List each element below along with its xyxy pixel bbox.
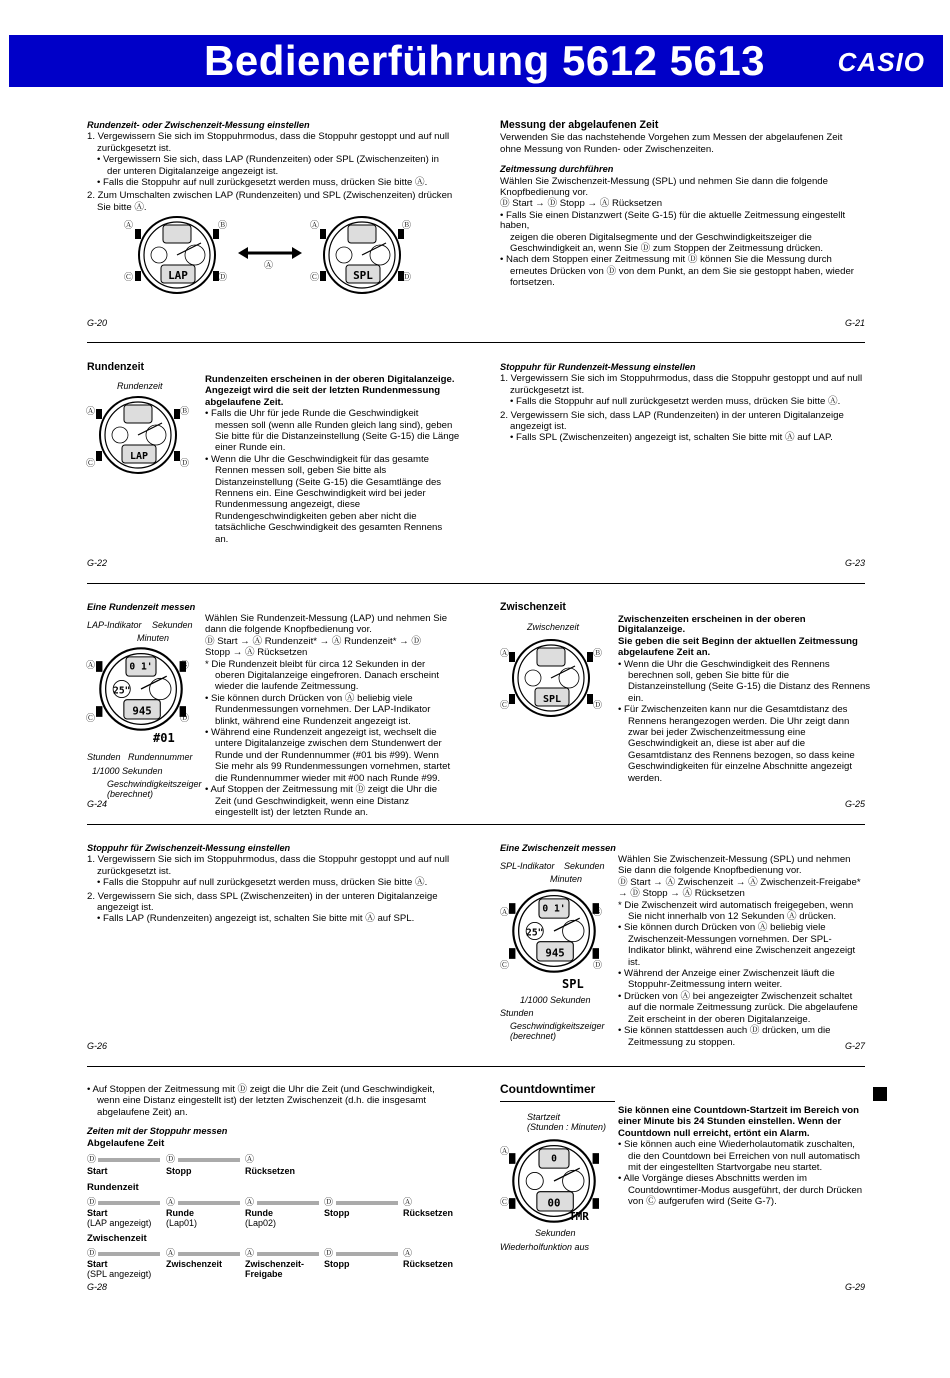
header-banner [9, 35, 943, 87]
flow-key: Ⓓ [324, 1197, 334, 1207]
g22-line: Sie bitte für die Distanzeinstellung (Seite G-15) die Länge [215, 431, 460, 443]
page-number: G-20 [87, 318, 108, 328]
hours-label: Stunden [87, 752, 121, 762]
g21-line: • Falls Sie einen Distanzwert (Seite G-15) für die aktuelle Zeitmessung eingestellt haben, [500, 209, 846, 232]
button-d-label: Ⓓ [218, 272, 228, 282]
g25-line: zwar bei jeder Zwischenzeitmessung eine [628, 727, 806, 739]
watch-display-mid: 00 [547, 1196, 561, 1210]
flow-key: Ⓓ [166, 1154, 176, 1164]
button-c-label: Ⓒ [310, 272, 320, 282]
g20-line: Sie bitte Ⓐ. [97, 201, 147, 213]
g27-line: Indikator blinkt, während eine Zwischenzeit angezeigt [628, 945, 856, 957]
g21-line: Verwenden Sie das nachstehende Vorgehen zum Messen der abgelaufenen Zeit [500, 132, 843, 144]
page-divider [87, 824, 865, 825]
button-b-label: Ⓑ [402, 220, 412, 230]
g25-line: • Wenn die Uhr die Geschwindigkeit des Rennens [618, 658, 830, 670]
speed-hand-label-calc: (berechnet) [107, 789, 154, 799]
flow-key: Ⓐ [403, 1248, 413, 1258]
g27-line: auf die normale Zeitmessung zurück. Die abgelaufene [628, 1002, 858, 1014]
g22-line: Rundenmessung angezeigt, diese [215, 499, 361, 511]
arrow-button-label: Ⓐ [264, 260, 274, 270]
flow-key: Ⓓ [324, 1248, 334, 1258]
g29-line: mit der eingestellten Startvorgabe neu startet. [628, 1162, 823, 1174]
flow-key: Ⓓ [87, 1154, 97, 1164]
flow-key: Ⓐ [403, 1197, 413, 1207]
g28-line: wenn eine Distanz eingestellt ist) der letzten Zwischenzeit (d.h. die insgesamt [97, 1095, 427, 1107]
button-d-label: Ⓓ [402, 272, 412, 282]
g25-line: Gesamtdistanz des Rennens bezogen, so dass keine [628, 749, 855, 761]
g25-line: • Für Zwischenzeiten kann nur die Gesamtdistanz des [618, 704, 848, 716]
g26-line: • Falls die Stoppuhr auf null zurückgesetzt werden muss, drücken Sie bitte Ⓐ. [97, 877, 428, 889]
g24-line: Zeit (und Geschwindigkeit, wenn eine Distanz [215, 795, 410, 807]
flow-step: Rücksetzen [245, 1166, 296, 1176]
g24-line: Sie mehr als 99 Rundenmessungen vornehmen, startet [215, 761, 451, 773]
repeat-off-label: Wiederholfunktion aus [500, 1242, 589, 1252]
g21-heading: Messung der abgelaufenen Zeit [500, 119, 659, 131]
g27-line: • Sie können stattdessen auch Ⓓ drücken, um die [618, 1025, 831, 1037]
g24-line: die Rundennummer wieder mit #00 nach Runde #99. [215, 772, 441, 784]
g21-line: • Nach dem Stoppen einer Zeitmessung mit Ⓓ können Sie die Messung durch [500, 254, 832, 266]
casio-logo: CASIO [837, 47, 925, 77]
g22-line: tatsächliche Geschwindigkeit des gesamten Rennens [215, 522, 443, 534]
page-divider [87, 583, 865, 584]
button-b-label: Ⓑ [218, 220, 228, 230]
button-d-label: Ⓓ [593, 700, 603, 710]
speed-hand-label: Geschwindigkeitszeiger [107, 779, 202, 789]
g24-line: • Während eine Rundenzeit angezeigt ist, wechselt die [205, 727, 437, 739]
g28-line: abgelaufene Zeit) an. [97, 1106, 188, 1118]
spl-indicator-label: SPL-Indikator [500, 861, 555, 871]
g24-line: oberen Digitalanzeige eingefroren. Danach erscheint [215, 670, 439, 682]
flow-arrow [98, 1158, 160, 1162]
flow-step: Stopp [166, 1166, 192, 1176]
flow-arrow [257, 1201, 319, 1205]
flow-step: Stopp [324, 1259, 350, 1269]
g29-line: von Ⓒ aufgerufen wird (Seite G-7). [628, 1196, 777, 1208]
g28-subheading: Zeiten mit der Stoppuhr messen [87, 1126, 228, 1137]
watch-display-bot: 945 [132, 704, 152, 718]
button-b-label: Ⓑ [180, 660, 190, 670]
g20-line: • Vergewissern Sie sich, dass LAP (Rundenzeiten) oder SPL (Zwischenzeiten) in [97, 154, 439, 166]
button-a-label: Ⓐ [500, 648, 510, 658]
g24-line: wieder die laufende Zeitmessung. [215, 681, 359, 693]
zwischenzeit-label: Zwischenzeit [527, 622, 580, 632]
flow-step: Stopp [324, 1208, 350, 1218]
button-a-label: Ⓐ [310, 220, 320, 230]
g21-line: fortsetzen. [510, 277, 555, 289]
watch-display-bot: 945 [545, 946, 565, 960]
g22-line: Angezeigt wird die seit der letzten Rundenmessung [205, 385, 441, 397]
g25-line: Distanzeinstellung (Seite G-15) die Distanz des Rennens [628, 681, 871, 693]
g23-line: 1. Vergewissern Sie sich im Stoppuhrmodus, dass die Stoppuhr gestoppt und auf null [500, 373, 863, 385]
g21-line: Knopfbedienung vor. [500, 187, 589, 199]
minutes-label: Minuten [550, 874, 583, 884]
g24-line: Rundenmessungen vornehmen. Der LAP-Indikator [215, 704, 431, 716]
watch-illustration-lap-g22 [96, 393, 180, 477]
g22-line: • Wenn die Uhr die Geschwindigkeit für das gesamte [205, 453, 429, 465]
g21-subheading: Zeitmessung durchführen [500, 164, 614, 175]
g29-line: Sie können eine Countdown-Startzeit im Bereich von [618, 1105, 859, 1116]
g20-heading: Rundenzeit- oder Zwischenzeit-Messung einstellen [87, 120, 310, 130]
button-d-label: Ⓓ [180, 713, 190, 723]
flow-note: (Lap01) [166, 1218, 198, 1228]
g27-line: • Drücken von Ⓐ bei angezeigter Zwischenzeit schaltet [618, 990, 853, 1002]
section-g24-heading [87, 602, 207, 614]
section-g20 [87, 120, 457, 214]
g20-line: zurückgesetzt ist. [97, 142, 172, 154]
section-g22 [205, 375, 460, 546]
g25-line: werden. [628, 772, 663, 784]
button-c-label: Ⓒ [500, 700, 510, 710]
flow-key: Ⓐ [245, 1154, 255, 1164]
lap-number-display: #01 [153, 731, 175, 745]
section-marker [873, 1087, 887, 1101]
page-number: G-24 [87, 799, 108, 809]
watch-display-top: 0 1' [542, 903, 566, 915]
lap-indicator-label: LAP-Indikator [87, 620, 142, 630]
g27-line: • Sie können durch Drücken von Ⓐ beliebig viele [618, 922, 826, 934]
section-g23 [500, 362, 870, 445]
g25-line: Rennens herangezogen werden. Die Uhr zeigt dann [628, 715, 850, 727]
g29-line: • Sie können auch eine Wiederholautomatik zuschalten, [618, 1139, 855, 1151]
flow-arrow [178, 1201, 240, 1205]
g27-line: Wählen Sie Zwischenzeit-Messung (SPL) und nehmen [618, 854, 851, 865]
page-divider [87, 342, 865, 343]
watch-display-lap: LAP [129, 451, 149, 462]
button-a-label: Ⓐ [500, 1146, 510, 1156]
watch-illustration-spl-g25 [509, 636, 593, 720]
watch-display-mid: 25" [526, 927, 544, 939]
g20-line: der unteren Digitalanzeige angezeigt ist. [107, 165, 279, 177]
page-number: G-29 [845, 1282, 866, 1292]
g20-line: 2. Zum Umschalten zwischen LAP (Rundenzeiten) und SPL (Zwischenzeiten) drücken [87, 190, 453, 202]
g29-line: Countdown null erreicht, ertönt ein Alarm. [618, 1127, 810, 1139]
g24-line: dann die folgende Knopfbedienung vor. [205, 624, 372, 636]
section-g26 [87, 843, 457, 926]
g26-heading: Stoppuhr für Zwischenzeit-Messung einstellen [87, 843, 291, 853]
watch-illustration-spl [320, 213, 404, 297]
flow-step: Runde [245, 1208, 273, 1218]
g24-line: blinkt, während eine Rundenzeit angezeigt ist. [215, 715, 411, 727]
section-g21 [500, 120, 870, 290]
spl-display: SPL [562, 977, 584, 991]
section-g25 [618, 615, 873, 785]
flow-note: Freigabe [245, 1269, 283, 1279]
g25-line: ein. [628, 692, 644, 704]
g23-line: • Falls SPL (Zwischenzeiten) angezeigt ist, schalten Sie bitte mit Ⓐ auf LAP. [510, 432, 833, 444]
button-c-label: Ⓒ [500, 1197, 510, 1207]
g28-line: • Auf Stoppen der Zeitmessung mit Ⓓ zeigt die Uhr die Zeit (und Geschwindigkeit, [87, 1084, 435, 1095]
g24-line: • Sie können durch Drücken von Ⓐ beliebig viele [205, 692, 413, 704]
flow-arrow [336, 1201, 398, 1205]
flow-step: Rücksetzen [403, 1259, 454, 1269]
watch-display-top: 0 1' [129, 661, 153, 673]
g22-line: • Falls die Uhr für jede Runde die Geschwindigkeit [205, 408, 419, 420]
button-d-label: Ⓓ [180, 458, 190, 468]
g20-line: 1. Vergewissern Sie sich im Stoppuhrmodus, dass die Stoppuhr gestoppt und auf null [87, 131, 450, 143]
g24-line: Runde und der Rundennummer (#01 bis #99). Wenn [215, 749, 439, 761]
g26-line: 2. Vergewissern Sie sich, dass SPL (Zwischenzeiten) in der unteren Digitalanzeige [87, 890, 438, 902]
g24-line: untere Digitalanzeige zwischen dem Stundenwert der [215, 738, 442, 750]
button-c-label: Ⓒ [86, 458, 96, 468]
g25-line: Geschwindigkeiten für einzelne Abschnitte angezeigt [628, 761, 852, 773]
g27-line: Zwischenzeit-Messungen vornehmen. Der SPL- [628, 933, 832, 945]
flow-arrow [98, 1201, 160, 1205]
watch-display-lap: LAP [168, 269, 188, 282]
flow-title: Rundenzeit [87, 1182, 139, 1193]
page-number: G-21 [845, 318, 866, 328]
g22-line: einer Runde ein. [215, 442, 286, 454]
page-number: G-23 [845, 558, 866, 568]
button-c-label: Ⓒ [124, 272, 134, 282]
flow-key: Ⓐ [245, 1197, 255, 1207]
hours-label: Stunden [500, 1008, 534, 1018]
g26-line: angezeigt ist. [97, 902, 154, 914]
flow-arrow [98, 1252, 160, 1256]
g23-line: 2. Vergewissern Sie sich, dass LAP (Rundenzeiten) in der unteren Digitalanzeige [500, 409, 844, 421]
g24-line: * Die Rundenzeit bleibt für circa 12 Sekunden in der [205, 658, 426, 670]
button-b-label: Ⓑ [180, 406, 190, 416]
start-time-label: Startzeit [527, 1112, 561, 1122]
flow-step: Start [87, 1259, 108, 1269]
page-number: G-22 [87, 558, 108, 568]
g23-heading: Stoppuhr für Rundenzeit-Messung einstellen [500, 362, 696, 372]
g24-heading: Eine Rundenzeit messen [87, 602, 196, 612]
seconds-label: Sekunden [564, 861, 605, 871]
g22-line: abgelaufene Zeit. [205, 396, 284, 408]
g27-line: Sie dann die folgende Knopfbedienung vor. [618, 865, 802, 877]
speed-hand-label: Geschwindigkeitszeiger [510, 1021, 605, 1031]
button-c-label: Ⓒ [500, 960, 510, 970]
section-g22-heading [87, 362, 207, 375]
flow-arrow [336, 1252, 398, 1256]
g25-line: Geschwindigkeit an, diese ist aber auf die [628, 738, 806, 750]
thousandth-seconds-label: 1/1000 Sekunden [92, 766, 163, 776]
page-number: G-25 [845, 799, 866, 809]
seconds-label: Sekunden [535, 1228, 576, 1238]
watch-display-spl: SPL [542, 694, 562, 705]
seconds-label: Sekunden [152, 620, 193, 630]
g27-line: ist. [628, 956, 641, 968]
flow-step: Start [87, 1166, 108, 1176]
g27-line: Sie nicht innerhalb von 12 Sekunden Ⓐ drücken. [628, 911, 836, 923]
g23-line: zurückgesetzt ist. [510, 384, 585, 396]
flow-key: Ⓐ [166, 1197, 176, 1207]
flow-step: Start [87, 1208, 108, 1218]
section-g27 [618, 855, 873, 1049]
watch-display-top: 0 [551, 1153, 557, 1165]
tmr-display: TMR [569, 1210, 589, 1223]
g26-line: • Falls LAP (Rundenzeiten) angezeigt ist, schalten Sie bitte mit Ⓐ auf SPL. [97, 913, 415, 925]
button-c-label: Ⓒ [86, 713, 96, 723]
flow-note: (LAP angezeigt) [87, 1218, 152, 1228]
watch-illustration-lap-g24 [96, 644, 186, 734]
g21-line: Wählen Sie Zwischenzeit-Messung (SPL) und nehmen Sie dann die folgende [500, 175, 828, 187]
button-a-label: Ⓐ [500, 907, 510, 917]
g25-line: Zwischenzeiten erscheinen in der oberen Digitalanzeige. [618, 614, 806, 636]
g27-heading: Eine Zwischenzeit messen [500, 843, 616, 853]
g26-line: 1. Vergewissern Sie sich im Stoppuhrmodus, dass die Stoppuhr gestoppt und auf null [87, 854, 450, 866]
g27-line: * Die Zwischenzeit wird automatisch freigegeben, wenn [618, 899, 854, 911]
g21-line: erneutes Drücken von Ⓓ von dem Punkt, an dem Sie sie gestoppt haben, wieder [510, 265, 854, 277]
g29-line: Countdowntimer-Modus ausgeführt, der durch Drücken [628, 1184, 863, 1196]
flow-title: Abgelaufene Zeit [87, 1138, 165, 1149]
g29-heading: Countdowntimer [500, 1082, 596, 1096]
page-divider [87, 1066, 865, 1067]
g27-line: Zeitmessung zu stoppen. [628, 1036, 736, 1048]
button-a-label: Ⓐ [86, 406, 96, 416]
g24-line: Stopp → Ⓐ Rücksetzen [205, 647, 308, 659]
watch-display-spl: SPL [353, 269, 373, 282]
g22-line: Rundenzeiten erscheinen in der oberen Digitalanzeige. [205, 374, 455, 385]
flow-step: Zwischenzeit- [245, 1259, 305, 1269]
button-b-label: Ⓑ [593, 907, 603, 917]
page-number: G-26 [87, 1041, 108, 1051]
g22-heading: Rundenzeit [87, 361, 145, 373]
button-d-label: Ⓓ [593, 960, 603, 970]
g27-line: Stoppuhr-Zeitmessung intern weiter. [628, 979, 783, 991]
button-b-label: Ⓑ [593, 648, 603, 658]
flow-arrow [178, 1158, 240, 1162]
g22-line: Distanzeinstellung (Seite G-15) die Gesamtlänge des [215, 476, 442, 488]
flow-key: Ⓓ [87, 1248, 97, 1258]
g22-line: Rundengeschwindigkeiten geben aber nicht die [215, 510, 417, 522]
button-a-label: Ⓐ [86, 660, 96, 670]
g29-line: • Alle Vorgänge dieses Abschnitts werden im [618, 1173, 807, 1185]
section-g29-heading [500, 1084, 640, 1097]
flow-key: Ⓐ [166, 1248, 176, 1258]
section-g29 [618, 1106, 873, 1209]
rundenzeit-label: Rundenzeit [117, 381, 163, 391]
g20-line: • Falls die Stoppuhr auf null zurückgesetzt werden muss, drücken Sie bitte Ⓐ. [97, 177, 428, 189]
speed-hand-label-calc: (berechnet) [510, 1031, 557, 1041]
section-g24 [205, 614, 460, 819]
watch-illustration-lap [135, 213, 219, 297]
g21-line: ohne Messung von Runden- oder Zwischenzeiten. [500, 143, 714, 155]
g27-line: Zeit erscheint in der oberen Digitalanzeige. [628, 1013, 811, 1025]
g22-line: an. [215, 533, 229, 545]
section-g28 [87, 1085, 467, 1139]
g24-line: eingestellt ist) der letzten Runde an. [215, 806, 369, 818]
g24-line: Wählen Sie Rundenzeit-Messung (LAP) und nehmen Sie [205, 613, 448, 624]
page-number: G-28 [87, 1282, 108, 1292]
lap-number-label: Rundennummer [128, 752, 193, 762]
g25-line: abgelaufene Zeit an. [618, 647, 711, 659]
g29-line: einer Minute bis 24 Stunden einstellen. Wenn der [618, 1116, 842, 1128]
flow-arrow [257, 1252, 319, 1256]
button-a-label: Ⓐ [124, 220, 134, 230]
g29-line: die den Countdown bei Erreichen von null automatisch [628, 1150, 860, 1162]
flow-key: Ⓓ [87, 1197, 97, 1207]
g27-line: • Während der Anzeige einer Zwischenzeit läuft die [618, 968, 835, 980]
g26-line: zurückgesetzt ist. [97, 865, 172, 877]
g22-line: messen soll (wenn alle Runden gleich lang sind), geben [215, 419, 453, 431]
page-title: Bedienerführung 5612 5613 [204, 37, 766, 84]
section-g25-heading [500, 602, 620, 615]
g22-line: Rennens ein. Eine Geschwindigkeit wird bei jeder [215, 488, 426, 500]
g25-line: Sie geben die seit Beginn der aktuellen Zeitmessung [618, 635, 858, 647]
watch-display-mid: 25" [113, 685, 131, 697]
flow-arrow [178, 1252, 240, 1256]
g21-line: Ⓓ Start → Ⓓ Stopp → Ⓐ Rücksetzen [500, 198, 663, 210]
g22-line: Rennen messen soll, geben Sie bitte als [215, 465, 387, 477]
g24-line: Ⓓ Start → Ⓐ Rundenzeit* → Ⓐ Rundenzeit* → Ⓓ [205, 635, 421, 647]
thousandth-seconds-label: 1/1000 Sekunden [520, 995, 591, 1005]
g23-line: • Falls die Stoppuhr auf null zurückgesetzt werden muss, drücken Sie bitte Ⓐ. [510, 396, 841, 408]
g24-line: • Auf Stoppen der Zeitmessung mit Ⓓ zeigt die Uhr die [205, 784, 438, 796]
flow-note: (SPL angezeigt) [87, 1269, 152, 1279]
page-number: G-27 [845, 1041, 866, 1051]
g27-line: Ⓓ Start → Ⓐ Zwischenzeit → Ⓐ Zwischenzeit-Freigabe* [618, 876, 861, 888]
minutes-label: Minuten [137, 633, 170, 643]
g23-line: angezeigt ist. [510, 421, 567, 433]
start-time-unit-label: (Stunden : Minuten) [527, 1122, 607, 1132]
flow-title: Zwischenzeit [87, 1233, 147, 1244]
g27-line: → Ⓓ Stopp → Ⓐ Rücksetzen [618, 888, 745, 900]
g21-line: Geschwindigkeit an, wenn Sie Ⓓ zum Stoppen der Zeitmessung drücken. [510, 243, 824, 255]
g21-line: zeigen die oberen Digitalsegmente und der Geschwindigkeitszeiger die [510, 231, 812, 243]
flow-step: Zwischenzeit [166, 1259, 223, 1269]
heading-underline [500, 1101, 615, 1102]
watch-illustration-spl-g27 [509, 886, 599, 976]
flow-step: Runde [166, 1208, 194, 1218]
flow-key: Ⓐ [245, 1248, 255, 1258]
g25-line: berechnen soll, geben Sie bitte für die [628, 670, 790, 682]
g25-heading: Zwischenzeit [500, 601, 566, 613]
flow-step: Rücksetzen [403, 1208, 454, 1218]
flow-note: (Lap02) [245, 1218, 277, 1228]
